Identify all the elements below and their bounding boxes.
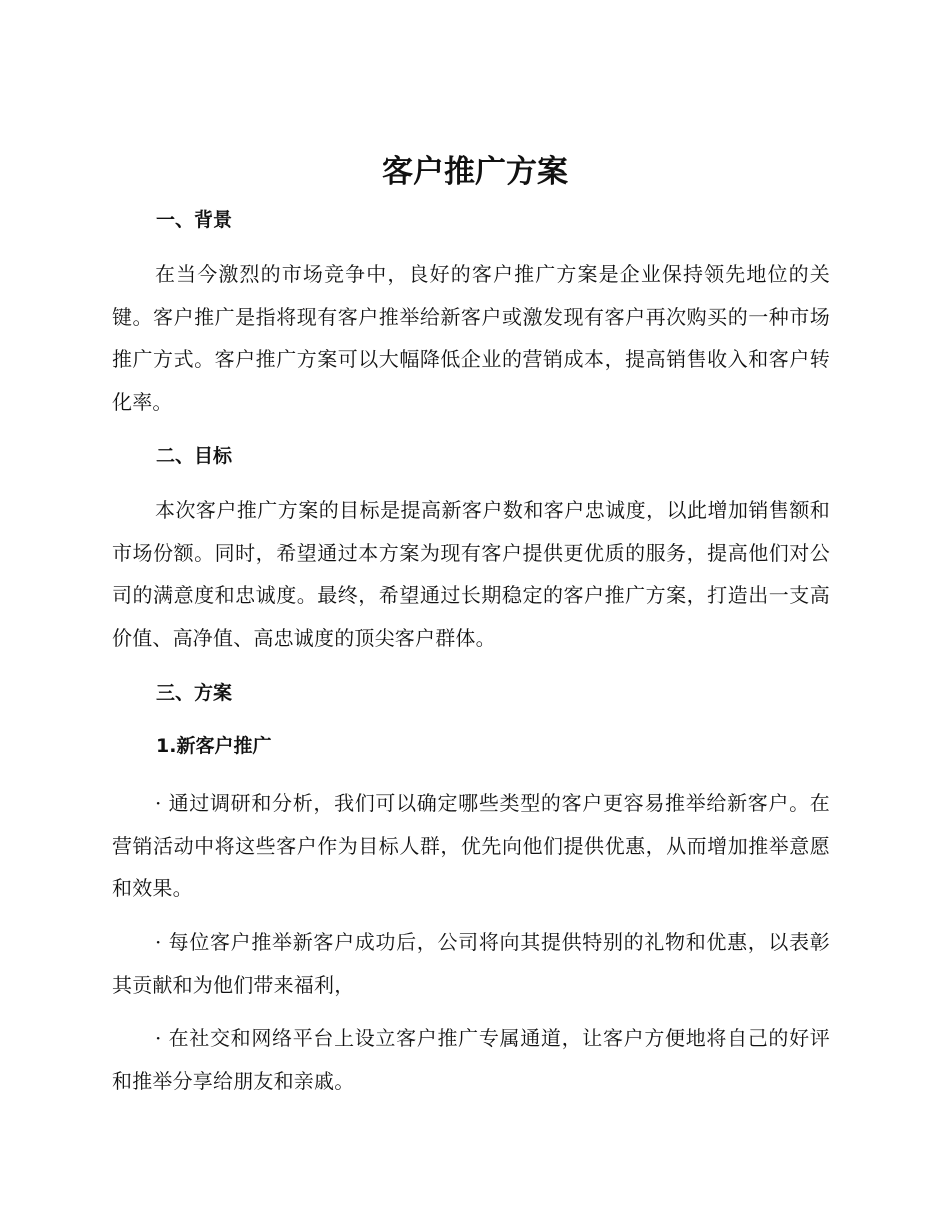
section-heading-goals: 二、目标 xyxy=(156,445,233,467)
subsection-heading-new-customer: 1.新客户推广 xyxy=(156,735,272,757)
plan-bullet-paragraph: · 通过调研和分析，我们可以确定哪些类型的客户更容易推举给新客户。在营销活动中将这些客户作为目标人群，优先向他们提供优惠，从而增加推举意愿和效果。 xyxy=(112,791,830,900)
goals-paragraph: 本次客户推广方案的目标是提高新客户数和客户忠诚度，以此增加销售额和市场份额。同时，希望通过本方案为现有客户提供更优质的服务，提高他们对公司的满意度和忠诚度。最终，希望通过长期稳定的客户推广方案，打造出一支高价值、高净值、高忠诚度的顶尖客户群体。 xyxy=(112,498,830,650)
section-heading-plan: 三、方案 xyxy=(156,682,233,704)
background-paragraph: 在当今激烈的市场竞争中，良好的客户推广方案是企业保持领先地位的关键。客户推广是指将现有客户推举给新客户或激发现有客户再次购买的一种市场推广方式。客户推广方案可以大幅降低企业的营销成本，提高销售收入和客户转化率。 xyxy=(112,262,830,414)
document-title: 客户推广方案 xyxy=(382,154,568,190)
plan-bullet-paragraph: · 每位客户推举新客户成功后，公司将向其提供特别的礼物和优惠，以表彰其贡献和为他们带来福利， xyxy=(112,930,830,997)
plan-bullet-paragraph: · 在社交和网络平台上设立客户推广专属通道，让客户方便地将自己的好评和推举分享给朋友和亲戚。 xyxy=(112,1026,830,1093)
section-heading-background: 一、背景 xyxy=(156,209,233,231)
